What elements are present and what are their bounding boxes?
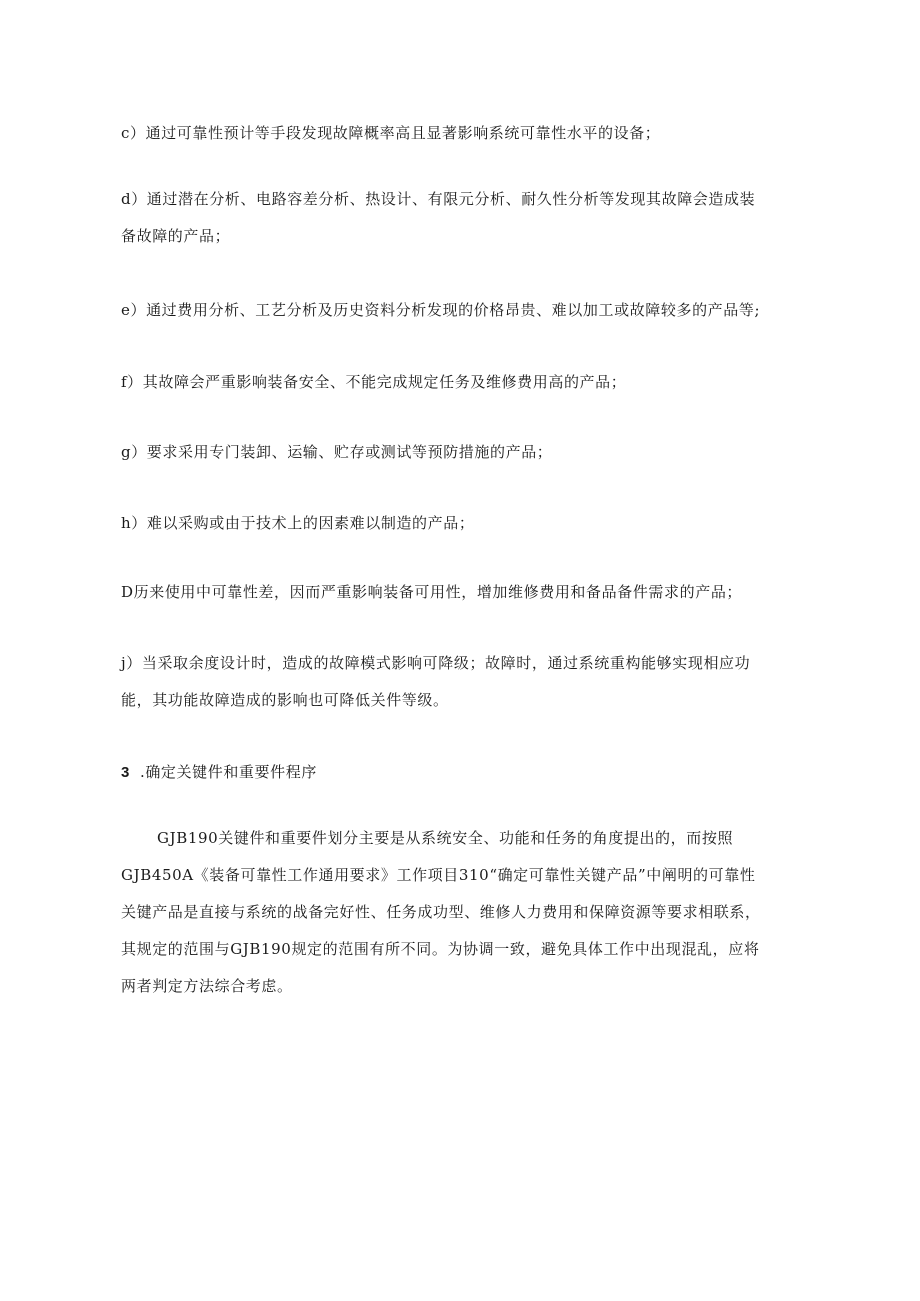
list-item-c bbox=[121, 115, 813, 152]
section-heading bbox=[121, 754, 317, 791]
body-line: GJB450A《装备可靠性工作通用要求》工作项目310“确定可靠性关键产品”中阐明的可靠性 bbox=[121, 866, 756, 884]
section-title: .确定关键件和重要件程序 bbox=[139, 763, 317, 781]
list-item-i bbox=[121, 574, 813, 611]
list-item-f bbox=[121, 364, 813, 401]
list-item-text: d）通过潜在分析、电路容差分析、热设计、有限元分析、耐久性分析等发现其故障会造成装 bbox=[121, 190, 756, 208]
list-item-d bbox=[121, 181, 813, 255]
section-number: 3 bbox=[121, 764, 130, 781]
list-item-text: c）通过可靠性预计等手段发现故障概率高且显著影响系统可靠性水平的设备； bbox=[121, 124, 661, 142]
list-item-text: e）通过费用分析、工艺分析及历史资料分析发现的价格昂贵、难以加工或故障较多的产品等; bbox=[121, 301, 761, 319]
list-item-text: h）难以采购或由于技术上的因素难以制造的产品； bbox=[121, 514, 475, 532]
list-item-j bbox=[121, 645, 813, 719]
list-item-h bbox=[121, 505, 813, 542]
body-paragraph bbox=[121, 820, 813, 1005]
list-item-text-continued: 能，其功能故障造成的影响也可降低关件等级。 bbox=[121, 691, 449, 709]
body-line: 其规定的范围与GJB190规定的范围有所不同。为协调一致，避免具体工作中出现混乱，应将 bbox=[121, 940, 760, 958]
list-item-text-continued: 备故障的产品； bbox=[121, 227, 231, 245]
body-line: GJB190关键件和重要件划分主要是从系统安全、功能和任务的角度提出的，而按照 bbox=[157, 829, 734, 847]
list-item-text: f）其故障会严重影响装备安全、不能完成规定任务及维修费用高的产品； bbox=[121, 373, 627, 391]
list-item-text: j）当采取余度设计时，造成的故障模式影响可降级；故障时，通过系统重构能够实现相应功 bbox=[121, 654, 751, 672]
list-item-g bbox=[121, 434, 813, 471]
body-line: 两者判定方法综合考虑。 bbox=[121, 977, 293, 995]
list-item-text: D历来使用中可靠性差，因而严重影响装备可用性，增加维修费用和备品备件需求的产品； bbox=[121, 583, 743, 601]
list-item-e bbox=[121, 292, 813, 329]
body-line: 关键产品是直接与系统的战备完好性、任务成功型、维修人力费用和保障资源等要求相联系， bbox=[121, 903, 761, 921]
list-item-text: g）要求采用专门装卸、运输、贮存或测试等预防措施的产品； bbox=[121, 443, 553, 461]
